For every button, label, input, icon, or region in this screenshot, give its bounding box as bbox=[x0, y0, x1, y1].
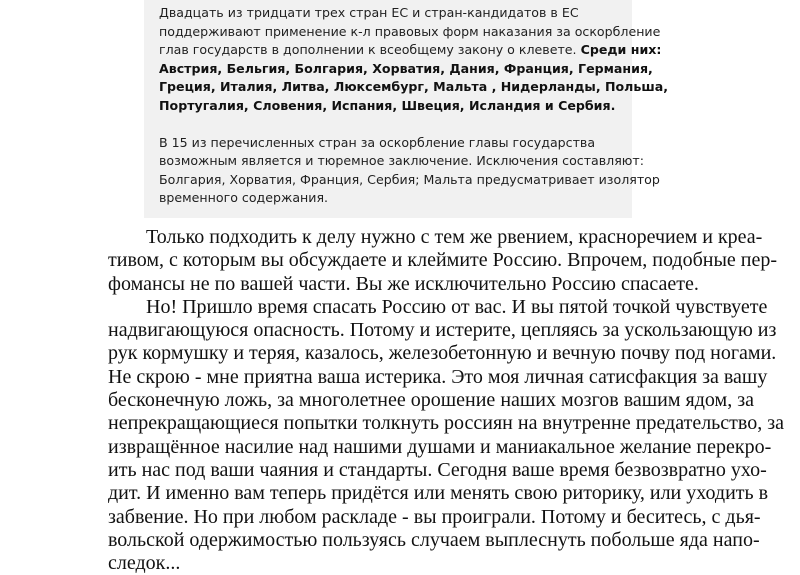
body-line: забвение. Но при любом раскладе - вы проиграли. Потому и беситесь, с дья- bbox=[108, 505, 761, 528]
quote-line-text: глав государств в дополнении к всеобщему закону о клевете. bbox=[159, 42, 577, 58]
quote-box bbox=[144, 0, 669, 218]
body-line: извращённое насилие над нашими душами и маниакальное желание перекро- bbox=[108, 435, 772, 458]
country-list-line: Греция, Италия, Литва, Люксембург, Мальта , Нидерланды, Польша, bbox=[159, 79, 669, 95]
body-line: непрекращающиеся попытки толкнуть россиян на внутренне предательство, за bbox=[108, 412, 785, 435]
body-line: ить нас под ваши чаяния и стандарты. Сегодня ваше время безвозвратно ухо- bbox=[108, 458, 767, 481]
quote-line: возможным является и тюремное заключение. Исключения составляют: bbox=[159, 153, 644, 169]
body-line: фомансы не по вашей части. Вы же исключительно Россию спасаете. bbox=[108, 272, 699, 295]
body-line: рук кормушку и теряя, казалось, железобетонную и вечную почву под ногами. bbox=[108, 342, 777, 365]
quote-line: временного содержания. bbox=[159, 190, 329, 206]
body-line: Не скрою - мне приятна ваша истерика. Это моя личная сатисфакция за вашу bbox=[108, 365, 768, 388]
country-list-line: Австрия, Бельгия, Болгария, Хорватия, Дания, Франция, Германия, bbox=[159, 60, 653, 76]
article-body bbox=[108, 226, 785, 575]
body-line: следок... bbox=[108, 552, 181, 575]
body-line: вольской одержимостью пользуясь случаем выплеснуть побольше яда напо- bbox=[108, 528, 760, 551]
quote-line: Болгария, Хорватия, Франция, Сербия; Мальта предусматривает изолятор bbox=[159, 171, 660, 187]
quote-line: поддерживают применение к-л правовых форм наказания за оскорбление bbox=[159, 23, 661, 39]
quote-line: Двадцать из тридцати трех стран ЕС и стран-кандидатов в ЕС bbox=[159, 5, 579, 20]
quote-bold-lead: Среди них: bbox=[580, 42, 662, 58]
body-line: тивом, с которым вы обсуждаете и клеймите Россию. Впрочем, подобные пер- bbox=[108, 249, 778, 272]
quote-line bbox=[159, 41, 662, 60]
body-line: Но! Пришло время спасать Россию от вас. И вы пятой точкой чувствуете bbox=[146, 295, 768, 318]
quote-line: В 15 из перечисленных стран за оскорбление главы государства bbox=[159, 134, 596, 150]
body-line: Только подходить к делу нужно с тем же рвением, красноречием и креа- bbox=[146, 226, 763, 248]
body-line: бесконечную ложь, за многолетнее орошение наших мозгов вашим ядом, за bbox=[108, 389, 754, 412]
country-list-line: Португалия, Словения, Испания, Швеция, Исландия и Сербия. bbox=[159, 97, 616, 113]
body-line: надвигающуюся опасность. Потому и истерите, цепляясь за ускользающую из bbox=[108, 319, 777, 342]
body-line: дит. И именно вам теперь придётся или менять свою риторику, или уходить в bbox=[108, 482, 769, 505]
